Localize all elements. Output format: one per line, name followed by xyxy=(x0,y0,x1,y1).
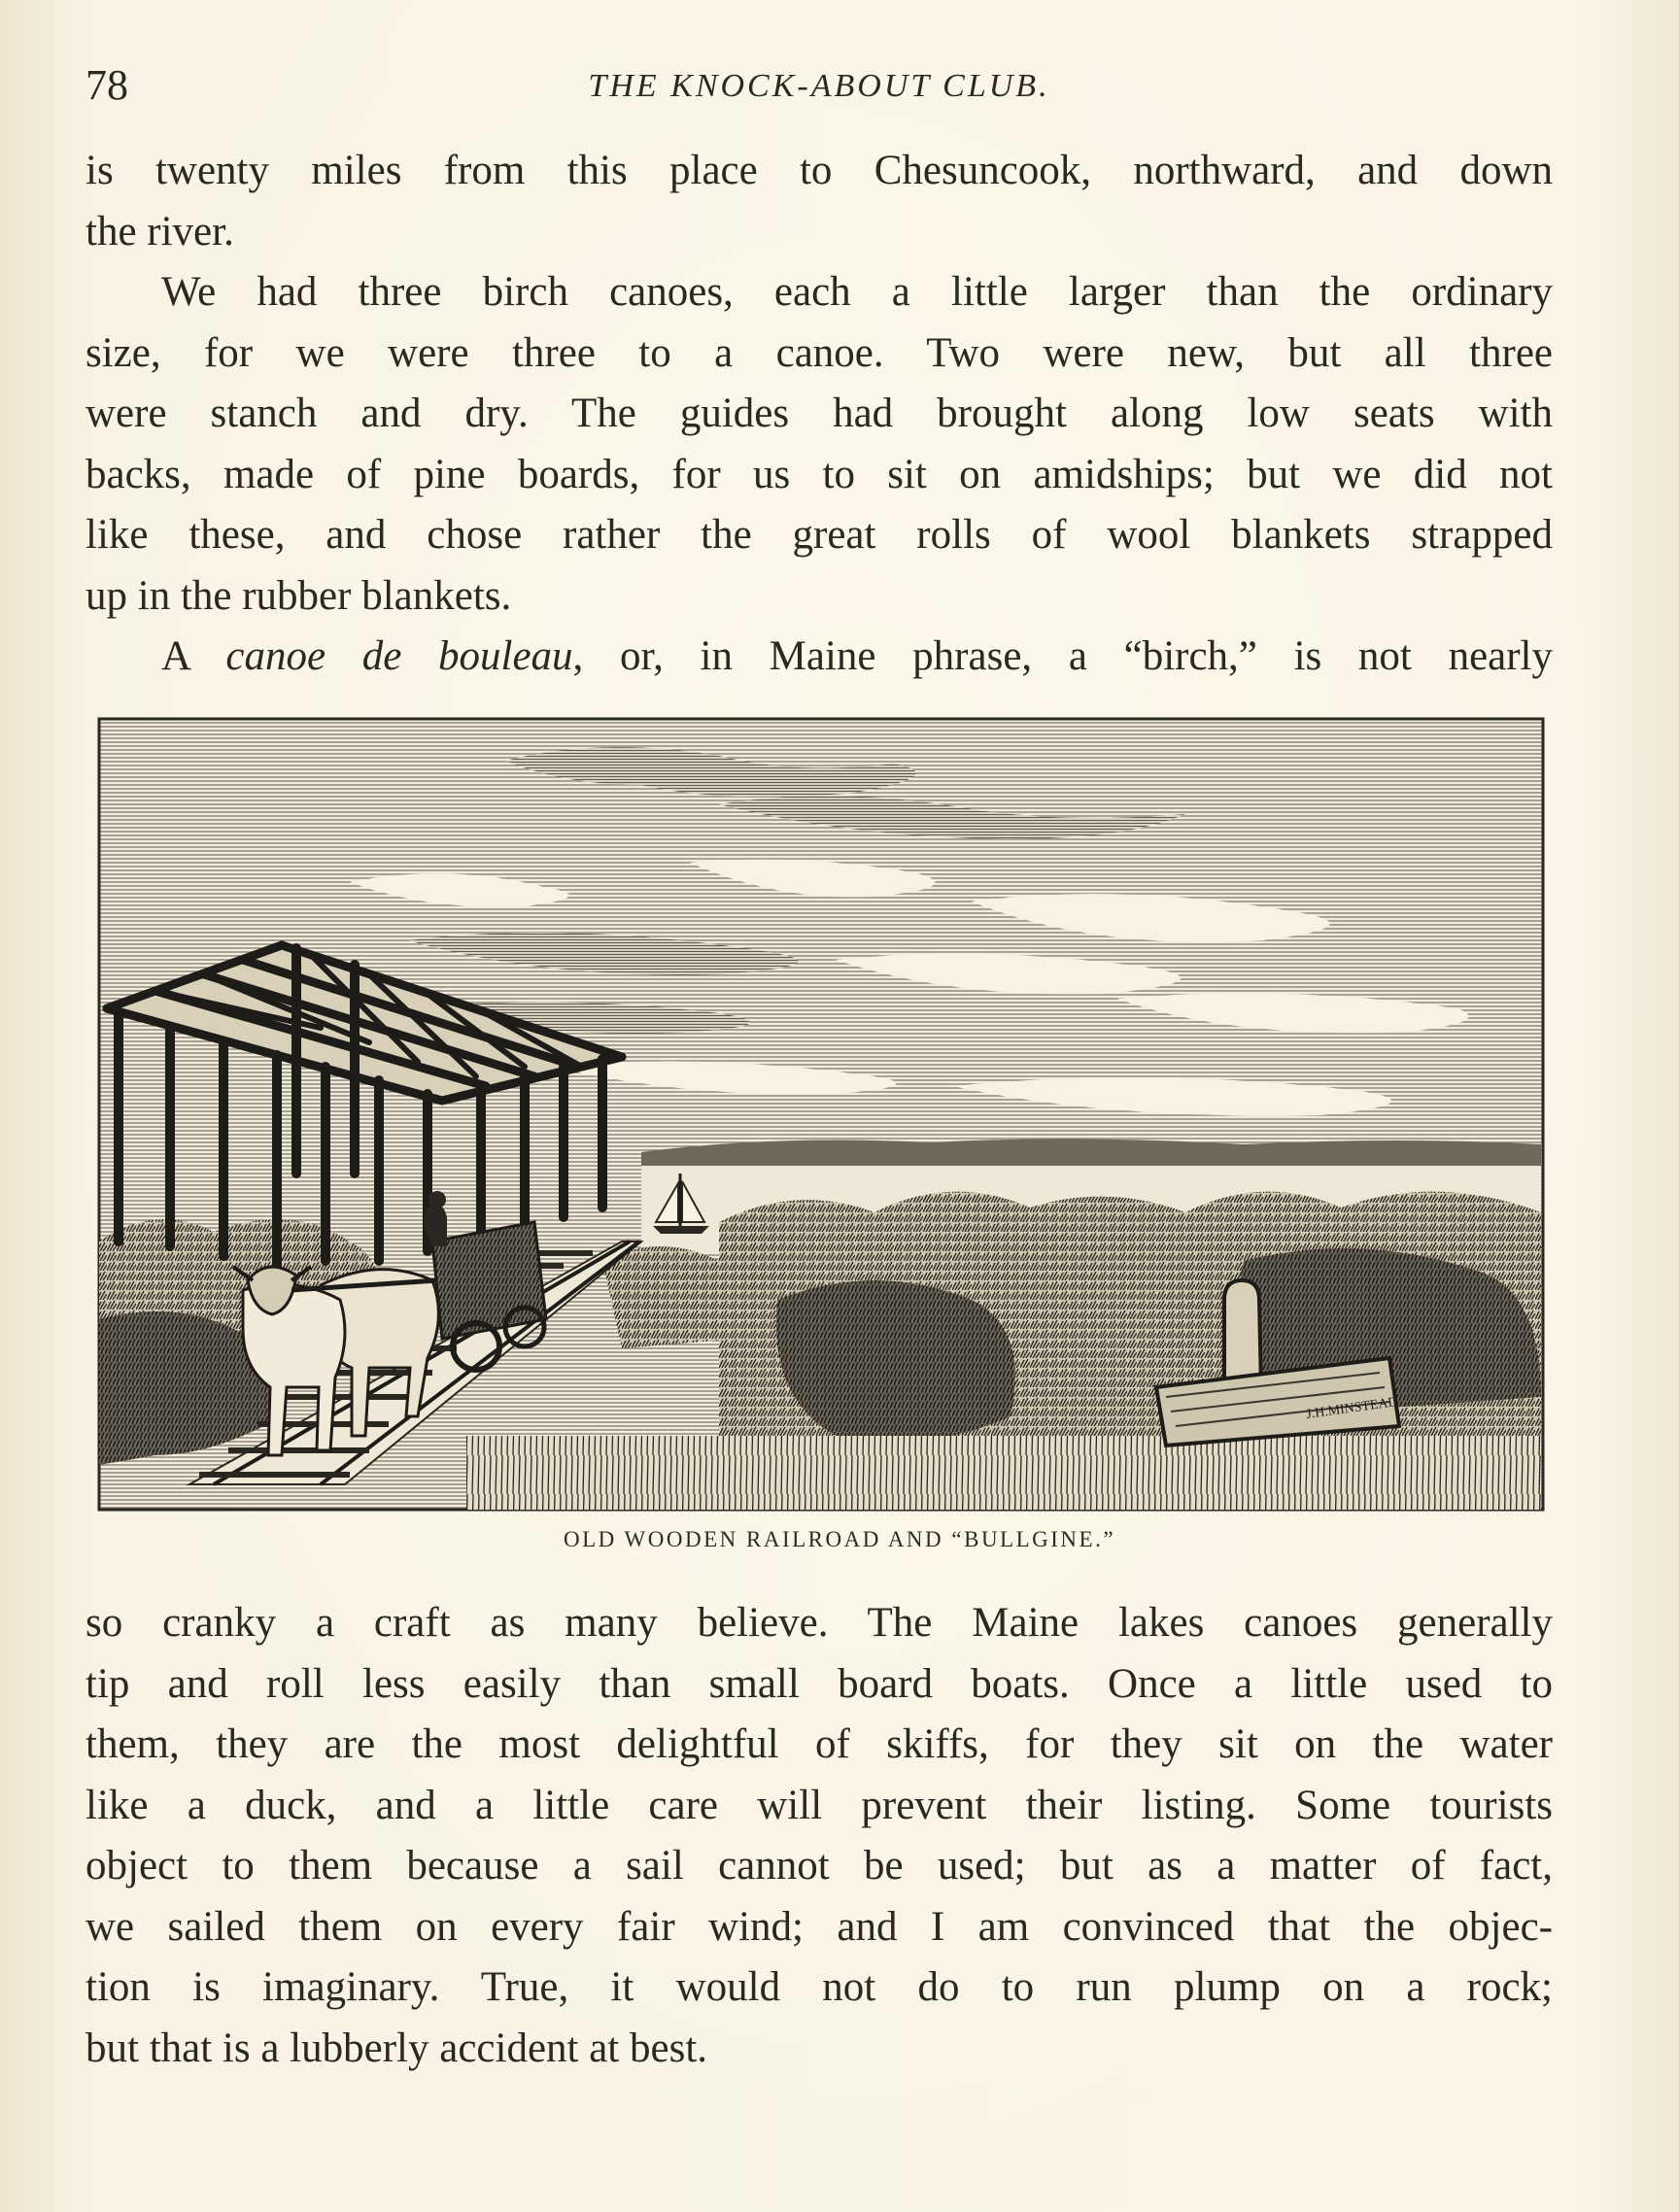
bottom-text-block xyxy=(86,1593,1553,2079)
paragraph-2 xyxy=(86,262,1553,627)
page-header xyxy=(86,56,1553,115)
text-suffix: , or, in Maine phrase, a “birch,” is not nearly xyxy=(572,633,1553,679)
text-line: but that is a lubberly accident at best. xyxy=(86,2025,708,2071)
text-line xyxy=(86,627,1553,688)
paragraph-3 xyxy=(86,627,1553,688)
text-line: size, for we were three to a canoe. Two were new, but all three xyxy=(86,329,1553,376)
text-line: is twenty miles from this place to Chesuncook, northward, and down xyxy=(86,148,1553,193)
text-line: we sailed them on every fair wind; and I am convinced that the objec- xyxy=(86,1903,1553,1950)
figure-caption: OLD WOODEN RAILROAD AND “BULLGINE.” xyxy=(563,1527,1116,1551)
text-prefix: A xyxy=(161,633,226,679)
text-line: up in the rubber blankets. xyxy=(86,572,512,619)
paragraph-continued xyxy=(86,1593,1553,2079)
text-line: the river. xyxy=(86,208,234,255)
text-line: tip and roll less easily than small board boats. Once a little used to xyxy=(86,1660,1553,1707)
top-text-block xyxy=(86,141,1553,688)
text-line: like these, and chose rather the great rolls of wool blankets strapped xyxy=(86,512,1553,558)
paragraph-1 xyxy=(86,141,1553,262)
text-line: like a duck, and a little care will prevent their listing. Some tourists xyxy=(86,1782,1553,1828)
engraver-signature: J.H.MINSTEAD xyxy=(1305,1394,1399,1422)
text-line: were stanch and dry. The guides had brought along low seats with xyxy=(86,391,1553,436)
text-line: We had three birch canoes, each a little larger than the ordinary xyxy=(161,269,1553,315)
text-line: them, they are the most delightful of skiffs, for they sit on the water xyxy=(86,1721,1553,1767)
running-head: THE KNOCK-ABOUT CLUB. xyxy=(588,68,1050,104)
page-number: 78 xyxy=(86,61,128,109)
text-line: object to them because a sail cannot be used; but as a matter of fact, xyxy=(86,1843,1553,1889)
italic-phrase: canoe de bouleau xyxy=(225,633,573,679)
text-line: backs, made of pine boards, for us to sit on amidships; but we did not xyxy=(86,451,1553,497)
text-line: so cranky a craft as many believe. The Maine lakes canoes generally xyxy=(86,1600,1553,1646)
engraving-illustration xyxy=(97,717,1545,1512)
text-line: tion is imaginary. True, it would not do to run plump on a rock; xyxy=(86,1964,1553,2010)
